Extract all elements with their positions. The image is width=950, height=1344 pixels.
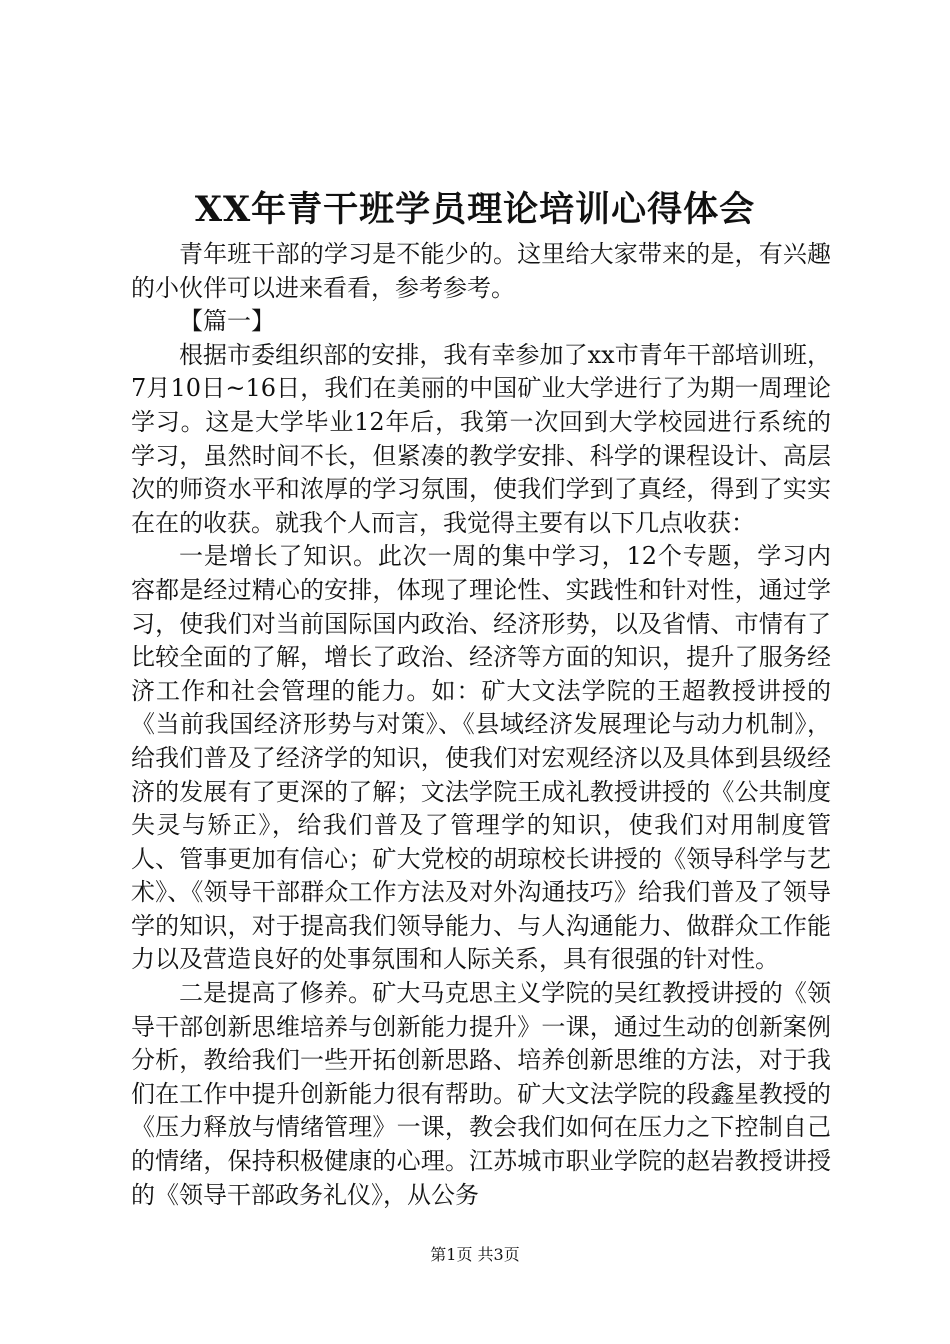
- page-footer: 第1页 共3页: [430, 1245, 520, 1264]
- document-body: [131, 238, 831, 1212]
- intro-paragraph: 青年班干部的学习是不能少的。这里给大家带来的是，有兴趣的小伙伴可以进来看看，参考参考。: [131, 240, 831, 302]
- section-heading: 【篇一】: [179, 307, 275, 336]
- document-title: XX年青干班学员理论培训心得体会: [194, 189, 756, 230]
- body-paragraph: 根据市委组织部的安排，我有幸参加了xx市青年干部培训班，7月10日~16日，我们在美丽的中国矿业大学进行了为期一周理论学习。这是大学毕业12年后，我第一次回到大学校园进行系统的学习，虽然时间不长，但紧凑的教学安排、科学的课程设计、高层次的师资水平和浓厚的学习氛围，使我们学到了真经，得到了实实在在的收获。就我个人而言，我觉得主要有以下几点收获：: [131, 340, 831, 537]
- body-paragraph: 二是提高了修养。矿大马克思主义学院的吴红教授讲授的《领导干部创新思维培养与创新能力提升》一课，通过生动的创新案例分析，教给我们一些开拓创新思路、培养创新思维的方法，对于我们在工作中提升创新能力很有帮助。矿大文法学院的段鑫星教授的《压力释放与情绪管理》一课，教会我们如何在压力之下控制自己的情绪，保持积极健康的心理。江苏城市职业学院的赵岩教授讲授的《领导干部政务礼仪》，从公务: [131, 979, 831, 1209]
- body-paragraph: 一是增长了知识。此次一周的集中学习，12个专题，学习内容都是经过精心的安排，体现了理论性、实践性和针对性，通过学习，使我们对当前国际国内政治、经济形势，以及省情、市情有了比较全面的了解，增长了政治、经济等方面的知识，提升了服务经济工作和社会管理的能力。如：矿大文法学院的王超教授讲授的《当前我国经济形势与对策》、《县域经济发展理论与动力机制》，给我们普及了经济学的知识，使我们对宏观经济以及具体到县级经济的发展有了更深的了解；文法学院王成礼教授讲授的《公共制度失灵与矫正》，给我们普及了管理学的知识，使我们对用制度管人、管事更加有信心；矿大党校的胡琼校长讲授的《领导科学与艺术》、《领导干部群众工作方法及对外沟通技巧》给我们普及了领导学的知识，对于提高我们领导能力、与人沟通能力、做群众工作能力以及营造良好的处事氛围和人际关系，具有很强的针对性。: [131, 542, 831, 974]
